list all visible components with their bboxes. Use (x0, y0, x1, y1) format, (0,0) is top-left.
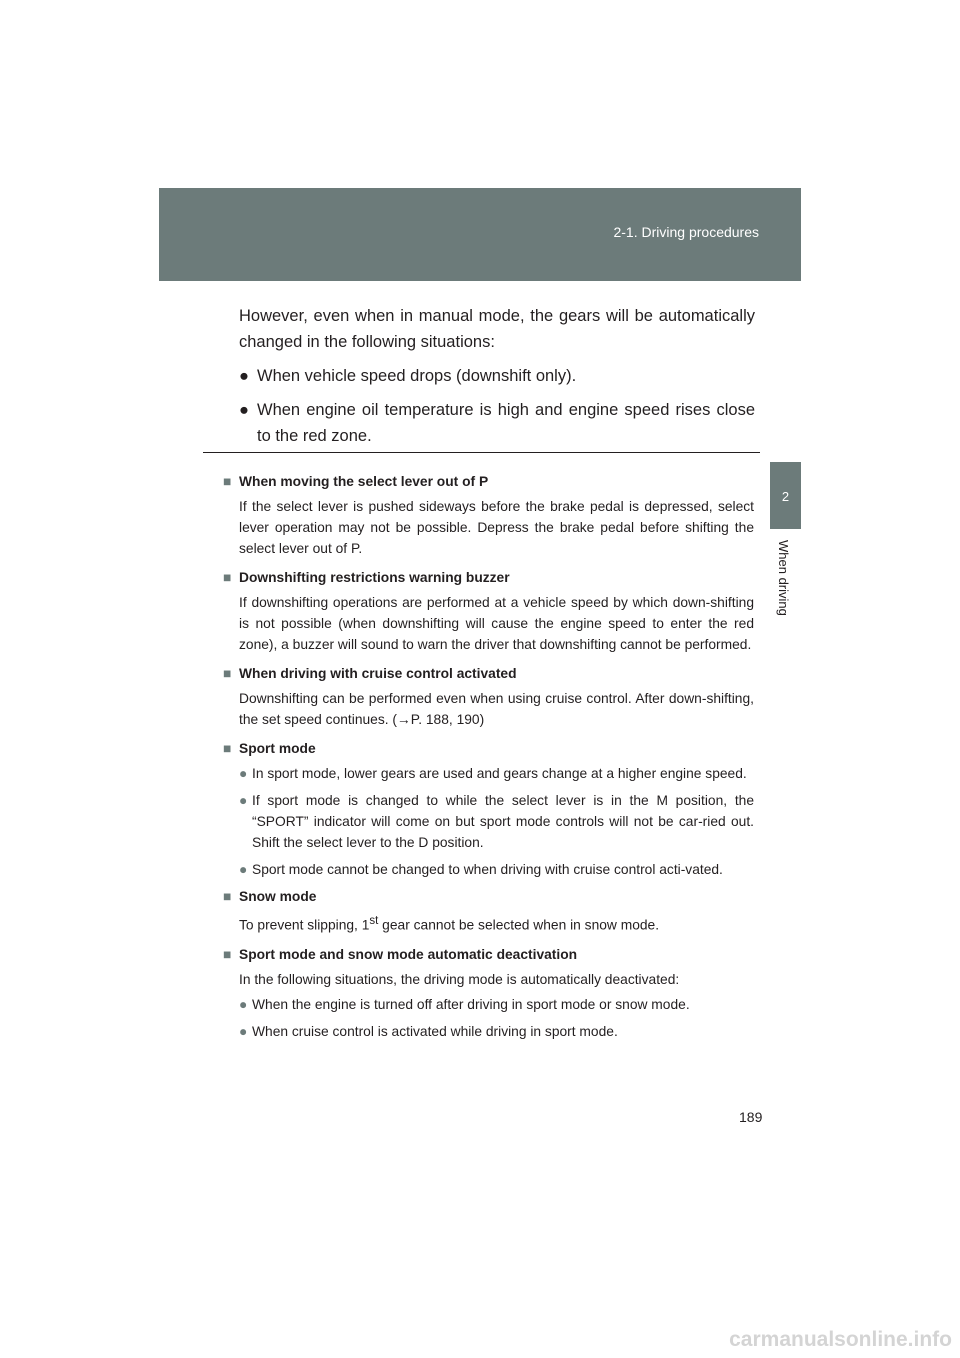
list-item: ● In sport mode, lower gears are used and gears change at a higher engine speed. (239, 763, 754, 784)
chapter-number: 2 (781, 489, 790, 504)
square-bullet-icon: ■ (223, 741, 232, 756)
intro-block (239, 303, 755, 457)
watermark-area (729, 1322, 960, 1358)
square-bullet-icon: ■ (223, 570, 232, 585)
list-item: ● When vehicle speed drops (downshift only). (239, 363, 755, 389)
list-item: ● Sport mode cannot be changed to when driving with cruise control acti-vated. (239, 859, 754, 880)
list-item: ● When cruise control is activated while driving in sport mode. (239, 1021, 754, 1042)
section-title: 2-1. Driving procedures (613, 224, 759, 240)
note-text: Downshifting can be performed even when using cruise control. After down-shifting, the set speed continues. (→P. 188, 190) (239, 691, 754, 727)
note-heading: ■ Sport mode (223, 738, 754, 759)
notes-block (223, 471, 754, 1048)
note-text: If downshifting operations are performed at a vehicle speed by which down-shifting is not possible (when downshifting will cause the engine speed to enter the red zone), a buzzer will sound to warn the driver that downshifting cannot be performed. (239, 595, 754, 652)
note-heading: ■ When moving the select lever out of P (223, 471, 754, 492)
bullet-dot-icon: ● (239, 367, 249, 385)
bullet-dot-icon: ● (239, 766, 248, 781)
page-number: 189 (739, 1109, 763, 1125)
note-heading: ■ When driving with cruise control activated (223, 663, 754, 684)
bullet-dot-icon: ● (239, 996, 248, 1012)
bullet-dot-icon: ● (239, 401, 249, 419)
square-bullet-icon: ■ (223, 889, 232, 904)
intro-paragraph: However, even when in manual mode, the gears will be automatically changed in the following situations: (239, 307, 755, 351)
watermark: carmanualsonline.info (729, 1328, 952, 1351)
square-bullet-icon: ■ (223, 474, 232, 489)
section-header (159, 188, 801, 281)
note-heading: ■ Snow mode (223, 886, 754, 907)
bullet-dot-icon: ● (239, 793, 248, 808)
note-text: If the select lever is pushed sideways before the brake pedal is depressed, select lever operation may not be possible. Depress the brake pedal before shifting the select lever out of P. (239, 499, 754, 556)
bullet-dot-icon: ● (239, 862, 248, 877)
square-bullet-icon: ■ (223, 946, 232, 962)
chapter-tab (770, 462, 801, 529)
chapter-label: When driving (776, 540, 791, 616)
note-text: To prevent slipping, 1st gear cannot be selected when in snow mode. (239, 915, 660, 933)
list-item: ● If sport mode is changed to while the select lever is in the M position, the “SPORT” indicator will come on but sport mode controls will not be car-ried out. Shift the select lever to the D position. (239, 790, 754, 853)
note-heading: ■ Sport mode and snow mode automatic deactivation (223, 944, 754, 965)
note-text: In the following situations, the driving mode is automatically deactivated: (239, 971, 680, 987)
list-item: ● When engine oil temperature is high and engine speed rises close to the red zone. (239, 397, 755, 449)
square-bullet-icon: ■ (223, 666, 232, 681)
note-heading: ■ Downshifting restrictions warning buzzer (223, 567, 754, 588)
list-item: ● When the engine is turned off after driving in sport mode or snow mode. (239, 994, 754, 1015)
divider (203, 452, 760, 453)
bullet-dot-icon: ● (239, 1023, 248, 1039)
